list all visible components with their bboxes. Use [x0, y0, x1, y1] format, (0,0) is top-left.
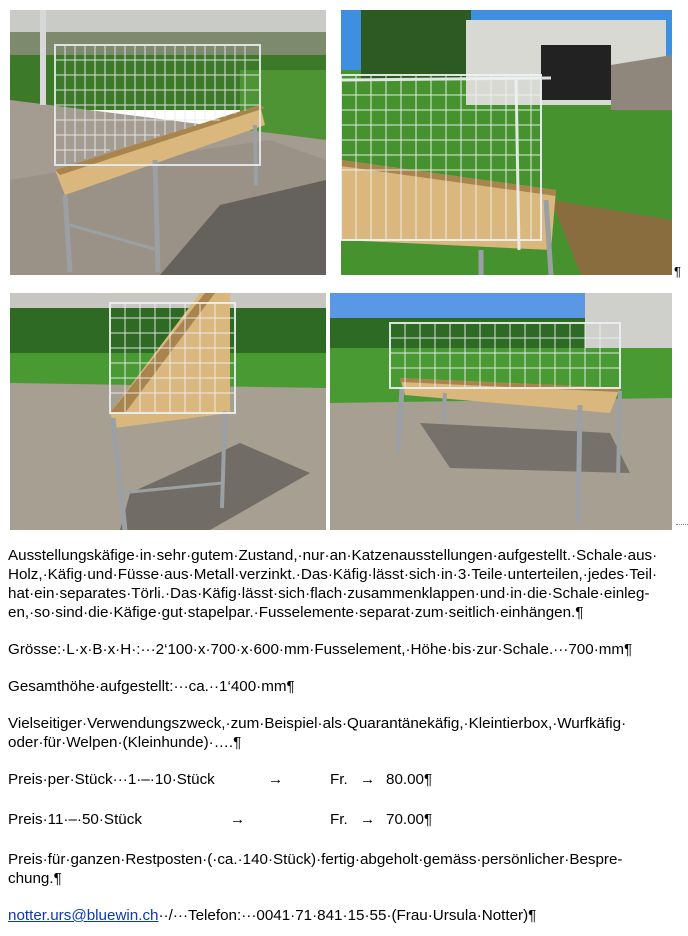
description-line: Holz,·Käfig·und·Füsse·aus·Metall·verzinkt.·Das·Käfig·lässt·sich·in·3·Teile·unterteilen,·jedes·Teil·	[8, 566, 658, 583]
total-height-line: Gesamthöhe·aufgestellt:···ca.··1‘400·mm¶	[8, 678, 295, 695]
description-line: hat·ein·separates·Törli.·Das·Käfig·lässt·sich·flach·zusammenklappen·und·in·die·Schale·einleg-	[8, 585, 650, 602]
size-line: Grösse:·L·x·B·x·H·:···2‘100·x·700·x·600·mm·Fusselement,·Höhe·bis·zur·Schale.···700·mm¶	[8, 641, 633, 658]
usage-line: oder·für·Welpen·(Kleinhunde)·….¶	[8, 734, 242, 751]
cage-photo-2	[341, 10, 672, 275]
bulk-offer-line: chung.¶	[8, 870, 62, 887]
bulk-offer-paragraph	[8, 850, 683, 888]
pilcrow-mark: ¶	[674, 264, 681, 279]
contact-line	[8, 906, 683, 925]
divider	[676, 524, 688, 525]
arrow-icon: →	[360, 811, 376, 828]
currency-label: Fr.	[330, 771, 348, 788]
bulk-offer-line: Preis·für·ganzen·Restposten·(·ca.·140·Stück)·fertig·abgeholt·gemäss·persönlicher·Bespre-	[8, 851, 623, 868]
arrow-icon: →	[360, 771, 376, 788]
phone-text: ··/···Telefon:···0041·71·841·15·55·(Frau·Ursula·Notter)¶	[158, 907, 537, 924]
description-line: en,·so·sind·die·Käfige·gut·stapelpar.·Fusselemente·separat·zum·seitlich·einhängen.¶	[8, 604, 584, 621]
usage-line: Vielseitiger·Verwendungszweck,·zum·Beispiel·als·Quarantänekäfig,·Kleintierbox,·Wurfkäfig·	[8, 715, 627, 732]
currency-label: Fr.	[330, 811, 348, 828]
price-value: 70.00¶	[386, 811, 433, 828]
arrow-icon: →	[268, 771, 284, 788]
description-paragraph	[8, 546, 683, 622]
arrow-icon: →	[230, 811, 246, 828]
usage-paragraph	[8, 714, 683, 752]
description-line: Ausstellungskäfige·in·sehr·gutem·Zustand,·nur·an·Katzenausstellungen·aufgestellt.·Schale·aus·	[8, 547, 658, 564]
cage-photo-3	[10, 293, 326, 530]
price-label: Preis·11·–·50·Stück	[8, 811, 142, 828]
price-value: 80.00¶	[386, 771, 433, 788]
cage-photo-1	[10, 10, 326, 275]
document-body	[8, 546, 683, 925]
price-label: Preis·per·Stück···1·–·10·Stück	[8, 771, 215, 788]
email-link[interactable]: notter.urs@bluewin.ch	[8, 907, 159, 924]
price-row-2	[8, 810, 683, 829]
price-row-1	[8, 770, 683, 789]
cage-photo-4	[330, 293, 672, 530]
